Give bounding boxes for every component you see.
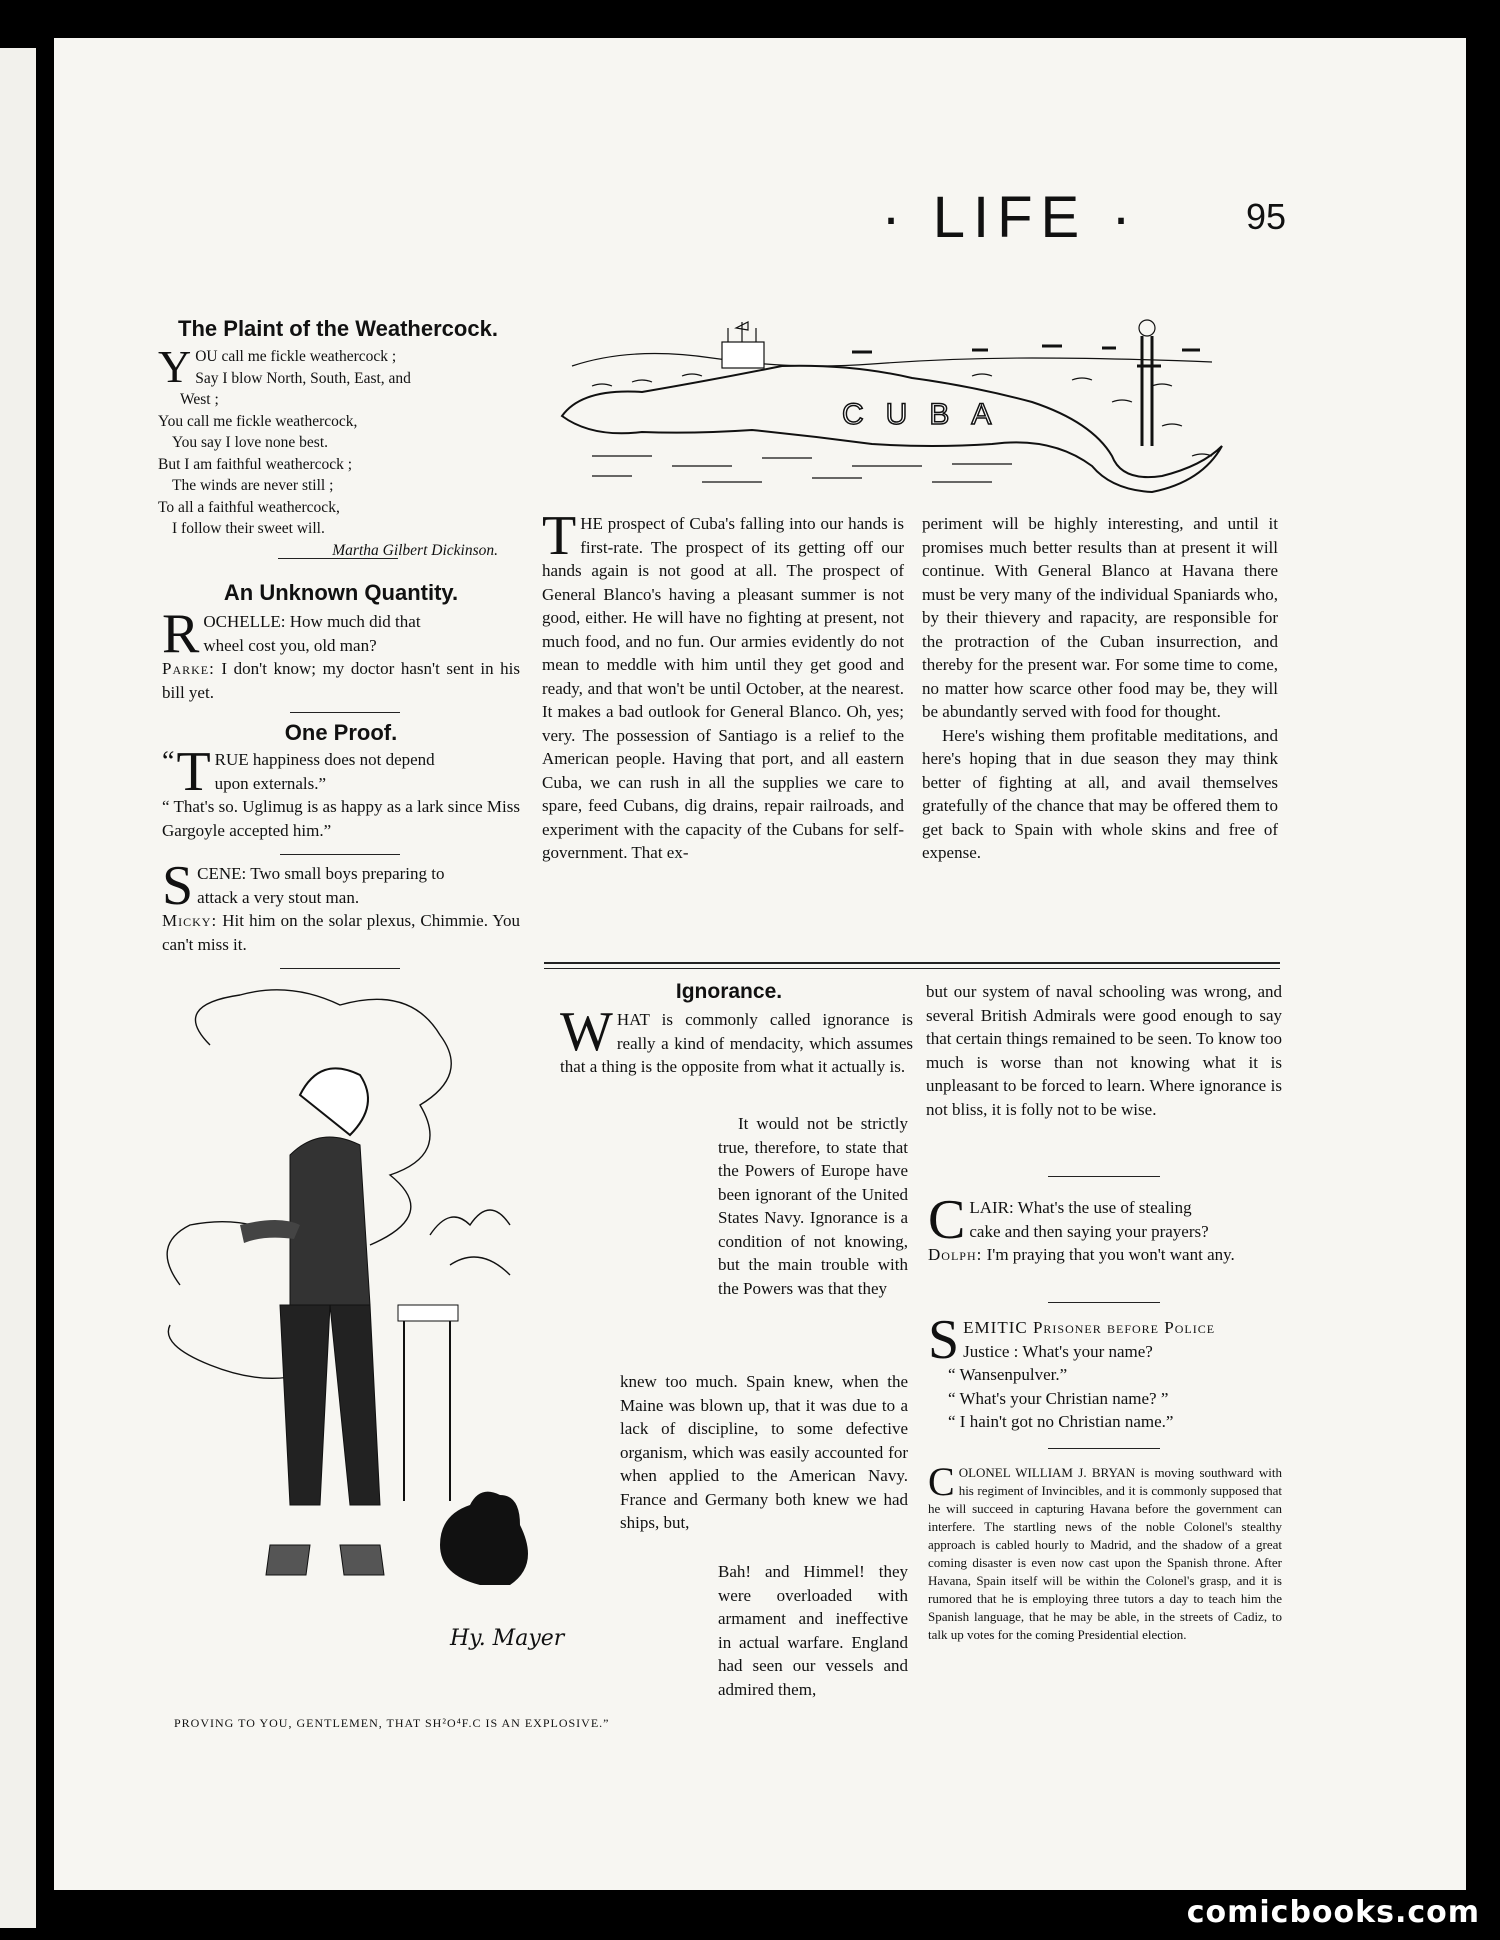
- ignorance-narrow-2: [718, 1560, 908, 1701]
- one-proof: [162, 720, 520, 842]
- poem-line: To all a faithful weathercock,: [158, 498, 340, 516]
- poem-line: I follow their sweet will.: [172, 520, 325, 537]
- bryan-item: [928, 1459, 1282, 1644]
- speaker-name: Micky:: [162, 911, 218, 930]
- clair-line: LAIR: What's the use of stealing: [969, 1198, 1192, 1217]
- scene-reply: Hit him on the solar plexus, Chimmie. You can't miss it.: [162, 911, 520, 954]
- unknown-title: An Unknown Quantity.: [223, 580, 459, 605]
- ignorance-paragraph: but our system of naval schooling was wrong, and several British Admirals were good enough to say that certain things remained to be seen. To know too much is worse than not knowing what it is unpleasant to be forced to learn. Where ignorance is not bliss, it is folly not to be wise.: [926, 982, 1282, 1119]
- proof-reply: “ That's so. Uglimug is as happy as a lark since Miss Gargoyle accepted him.”: [162, 797, 520, 840]
- poem-line: The winds are never still ;: [172, 477, 334, 494]
- semitic-line: “ I hain't got no Christian name.”: [948, 1412, 1174, 1431]
- poem-line: You call me fickle weathercock,: [158, 412, 358, 430]
- scene-joke: [162, 855, 520, 956]
- divider: [278, 558, 398, 559]
- bryan-dropcap: C: [928, 1459, 955, 1504]
- poem-line: Say I blow North, South, East, and: [195, 369, 411, 387]
- divider: [280, 854, 400, 855]
- scene-line: CENE: Two small boys preparing to: [197, 864, 445, 883]
- poem-line: OU call me fickle weathercock ;: [195, 348, 397, 365]
- clair-reply: I'm praying that you won't want any.: [982, 1245, 1235, 1264]
- unknown-quantity: [162, 580, 520, 704]
- cuba-article-col2: [922, 512, 1278, 865]
- masthead: · LIFE ·: [881, 185, 1139, 250]
- proof-dropcap: T: [176, 741, 211, 803]
- facing-page-edge: [0, 48, 36, 1928]
- bryan-paragraph: OLONEL WILLIAM J. BRYAN is moving southward with his regiment of Invincibles, and it is commonly supposed that he will succeed in capturing Havana before the government can interfere. The startling news of the noble Colonel's stealthy approach is cabled hourly to Madrid, and the shadow of a great coming disaster is even now cast upon the Spanish throne. After Havana, Spain itself will be within the Colonel's grasp, and it is rumored that he is employing three tutors a day to teach him the Spanish language, that he may be able, in the streets of Cadiz, to talk up votes for the coming Presidential election.: [928, 1465, 1282, 1642]
- illustration-caption: PROVING TO YOU, GENTLEMEN, THAT SH²O⁴F.C IS AN EXPLOSIVE.”: [174, 1716, 610, 1730]
- quote-mark: “: [162, 746, 175, 777]
- clair-joke: [928, 1189, 1282, 1267]
- tramp-illustration: [150, 985, 620, 1680]
- artist-signature: Hy. Mayer: [450, 1626, 565, 1651]
- section-rule: [544, 968, 1280, 969]
- ignorance-wide: [620, 1370, 908, 1535]
- semitic-line: EMITIC Prisoner before Police: [963, 1318, 1216, 1337]
- divider: [1048, 1302, 1160, 1303]
- unknown-line: wheel cost you, old man?: [203, 635, 377, 655]
- cuba-article-col1: [542, 505, 904, 865]
- ignorance-col2: [926, 980, 1282, 1121]
- divider: [280, 968, 400, 969]
- semitic-line: “ What's your Christian name? ”: [948, 1388, 1169, 1408]
- divider: [1048, 1176, 1160, 1177]
- proof-line: upon externals.”: [214, 773, 327, 793]
- clair-dropcap: C: [928, 1189, 966, 1251]
- scene-dropcap: S: [162, 855, 194, 917]
- poem-line: West ;: [180, 391, 219, 408]
- divider: [1048, 1448, 1160, 1449]
- poem-author: Martha Gilbert Dickinson.: [332, 541, 498, 559]
- cuba-paragraph: Here's wishing them profitable meditations, and here's hoping that in due season they may think better of fighting at all, and avail themselves gratefully of the chance that may be offered them to get back to Spain with whole skins and free of expense.: [922, 725, 1278, 862]
- cuba-paragraph: HE prospect of Cuba's falling into our hands is first-rate. The prospect of its getting off our hands again is not good at all. The prospect of General Blanco's having a pleasant summer is not good, either. He will have no fighting at present, not much food, and no fun. Our armies evidently do not mean to meddle with him until they get good and ready, and that won't be until October, at the nearest. It makes a bad outlook for General Blanco. Oh, yes; very. The possession of Santiago is a relief to the American people. Having that port, and all eastern Cuba, we can rush in all the supplies we care to spare, feed Cubans, dig drains, repair railroads, and experiment with the capacity of the Cubans for self-government. That ex-: [542, 514, 904, 862]
- poem-line: But I am faithful weathercock ;: [158, 455, 353, 473]
- ignorance-title: Ignorance.: [675, 980, 783, 1003]
- unknown-line: OCHELLE: How much did that: [203, 612, 421, 631]
- ignorance-paragraph: knew too much. Spain knew, when the Maine was blown up, that it was due to a lack of discipline, to some defective organism, which was easily accounted for when applied to the American Navy. France and Germany both knew we had ships, but,: [620, 1372, 908, 1532]
- proof-line: RUE happiness does not depend: [214, 750, 435, 769]
- semitic-joke: [928, 1309, 1282, 1434]
- speaker-name: Dolph:: [928, 1245, 983, 1264]
- ignorance-dropcap: W: [560, 1001, 613, 1063]
- ignorance-paragraph: It would not be strictly true, therefore, to state that the Powers of Europe have been ignorant of the United States Navy. Ignorance is a condition of not knowing, but the main trouble with the Powers was that they: [718, 1114, 908, 1298]
- map-label: CUBA: [842, 398, 1014, 431]
- weathercock-title: The Plaint of the Weathercock.: [178, 316, 498, 341]
- site-watermark: comicbooks.com: [1186, 1895, 1480, 1930]
- cartoon-drawing: [150, 985, 620, 1680]
- divider: [290, 712, 400, 713]
- scene-line: attack a very stout man.: [197, 887, 360, 907]
- proof-title: One Proof.: [284, 720, 398, 745]
- ignorance-paragraph: HAT is commonly called ignorance is really a kind of mendacity, which assumes that a thing is the opposite from what it actually is.: [560, 1010, 913, 1076]
- poem-line: You say I love none best.: [172, 434, 328, 451]
- ignorance-narrow-1: [718, 1112, 908, 1300]
- ignorance-article: [545, 980, 913, 1079]
- cuba-cartoon: [552, 306, 1232, 502]
- ignorance-paragraph: Bah! and Himmel! they were overloaded with armament and ineffective in actual warfare. England had seen our vessels and admired them,: [718, 1562, 908, 1699]
- page-number: 95: [1246, 196, 1287, 237]
- section-rule: [544, 962, 1280, 964]
- unknown-reply: I don't know; my doctor hasn't sent in his bill yet.: [162, 659, 520, 702]
- semitic-dropcap: S: [928, 1309, 960, 1371]
- cuba-dropcap: T: [542, 505, 577, 567]
- semitic-line: Justice : What's your name?: [963, 1341, 1153, 1361]
- speaker-name: Parke:: [162, 659, 215, 678]
- cuba-paragraph: periment will be highly interesting, and until it promises much better results than at present it will continue. With General Blanco at Havana there must be very many of the individual Spaniards who, by their thievery and rapacity, are responsible for the protraction of the Cuban insurrection, and thereby for the present war. For some time to come, no matter how scarce other food may be, they will be abundantly served with food for thought.: [922, 514, 1278, 721]
- weathercock-dropcap: Y: [158, 341, 192, 392]
- cuba-map-illustration: [552, 306, 1232, 502]
- weathercock-poem: [158, 316, 518, 561]
- clair-line: cake and then saying your prayers?: [969, 1221, 1209, 1241]
- unknown-dropcap: R: [162, 603, 200, 665]
- semitic-line: “ Wansenpulver.”: [948, 1365, 1068, 1384]
